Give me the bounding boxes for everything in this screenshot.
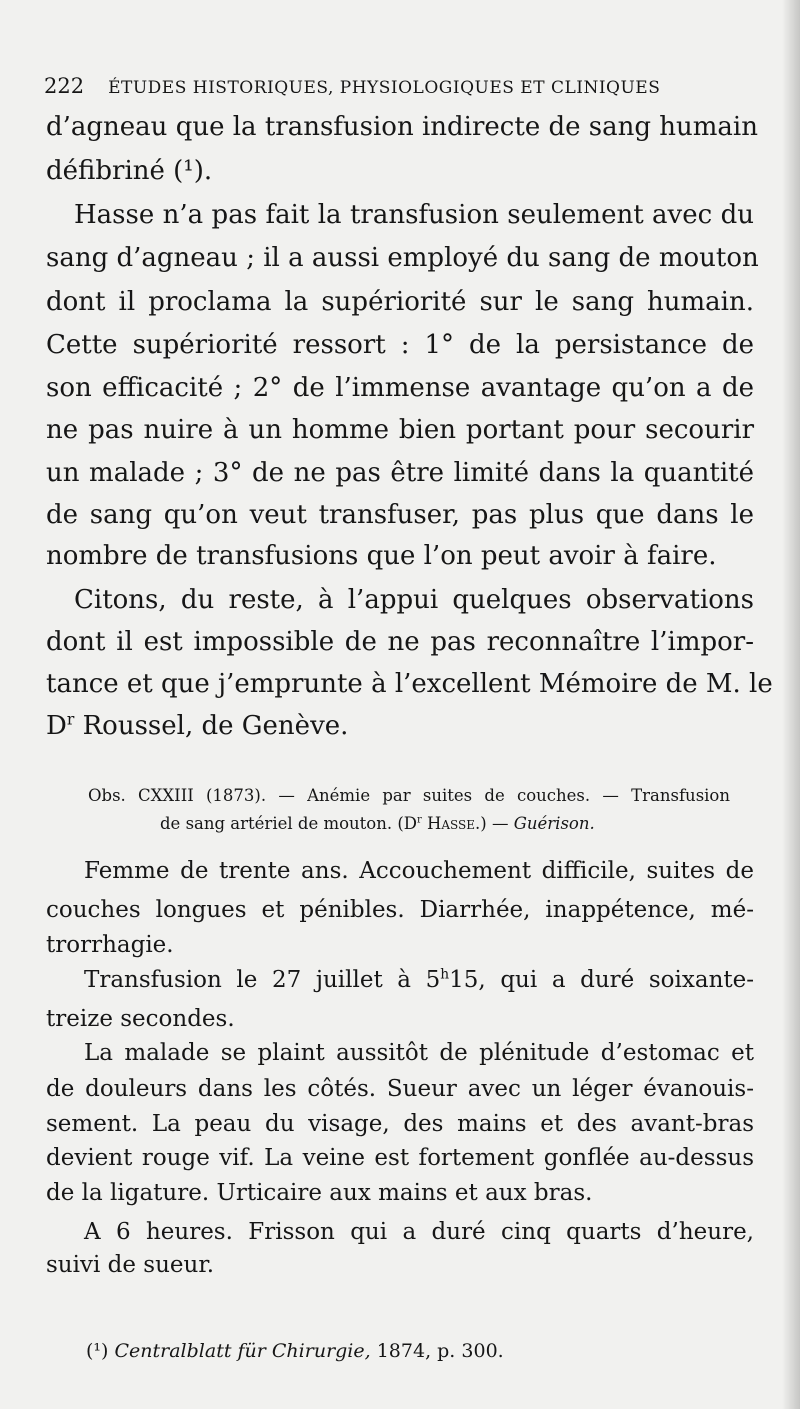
text-line (84, 967, 754, 993)
text-line: de douleurs dans les côtés. Sueur avec un léger évanouis- (46, 1076, 754, 1102)
text-line: de sang qu’on veut transfuser, pas plus que dans le (46, 500, 754, 530)
text-line: Citons, du reste, à l’appui quelques observations (74, 585, 754, 615)
text-line: sement. La peau du visage, des mains et des avant-bras (46, 1111, 754, 1137)
text-line: ne pas nuire à un homme bien portant pour secourir (46, 415, 754, 445)
text-line: suivi de sueur. (46, 1252, 215, 1278)
text-line: Hasse n’a pas fait la transfusion seulement avec du (74, 200, 754, 230)
text-line: dont il proclama la supériorité sur le sang humain. (46, 287, 754, 317)
text-fragment: Transfusion le 27 juillet à 5 (84, 967, 441, 993)
observation-heading-line: Obs. CXXIII (1873). — Anémie par suites de couches. — Transfusion (88, 786, 730, 805)
text-line: son efficacité ; 2° de l’immense avantage qu’on a de (46, 373, 754, 403)
text-line: un malade ; 3° de ne pas être limité dans la quantité (46, 458, 754, 488)
page-edge-shadow (782, 0, 800, 1409)
footnote-citation: 1874, p. 300. (370, 1340, 504, 1362)
text-fragment: D (46, 711, 67, 741)
text-line (46, 711, 754, 741)
superscript: h (440, 966, 450, 983)
text-line: treize secondes. (46, 1006, 235, 1032)
text-fragment: 15, qui a duré soixante- (449, 967, 755, 993)
author-name: Hasse.) — (421, 814, 514, 833)
text-line: Femme de trente ans. Accouchement difficile, suites de (84, 858, 754, 884)
superscript: r (417, 814, 422, 826)
footnote-marker: (¹) (86, 1340, 115, 1362)
observation-heading-line (160, 814, 720, 833)
running-title: ÉTUDES HISTORIQUES, PHYSIOLOGIQUES ET CLINIQUES (108, 78, 661, 98)
text-fragment: de sang artériel de mouton. (D (160, 814, 418, 833)
text-fragment: Roussel, de Genève. (74, 711, 349, 741)
text-line: sang d’agneau ; il a aussi employé du sang de mouton (46, 243, 759, 273)
text-line: A 6 heures. Frisson qui a duré cinq quarts d’heure, (84, 1219, 754, 1245)
text-line: dont il est impossible de ne pas reconnaître l’impor- (46, 627, 754, 657)
running-header (44, 74, 764, 98)
observation-result: Guérison. (513, 814, 595, 833)
text-line: tance et que j’emprunte à l’excellent Mémoire de M. le (46, 669, 773, 699)
page-number: 222 (44, 74, 85, 98)
text-line: nombre de transfusions que l’on peut avoir à faire. (46, 541, 717, 571)
footnote-source-title: Centralblatt für Chirurgie, (114, 1340, 371, 1362)
text-line: défibriné (¹). (46, 156, 213, 186)
text-line: devient rouge vif. La veine est fortement gonflée au-dessus (46, 1145, 754, 1171)
text-line: trorrhagie. (46, 932, 174, 958)
text-line: La malade se plaint aussitôt de plénitude d’estomac et (84, 1040, 754, 1066)
superscript: r (66, 710, 75, 729)
text-line: de la ligature. Urticaire aux mains et aux bras. (46, 1180, 593, 1206)
footnote (86, 1340, 746, 1362)
text-line: d’agneau que la transfusion indirecte de sang humain (46, 112, 758, 142)
text-line: Cette supériorité ressort : 1° de la persistance de (46, 330, 754, 360)
text-line: couches longues et pénibles. Diarrhée, inappétence, mé- (46, 897, 754, 923)
